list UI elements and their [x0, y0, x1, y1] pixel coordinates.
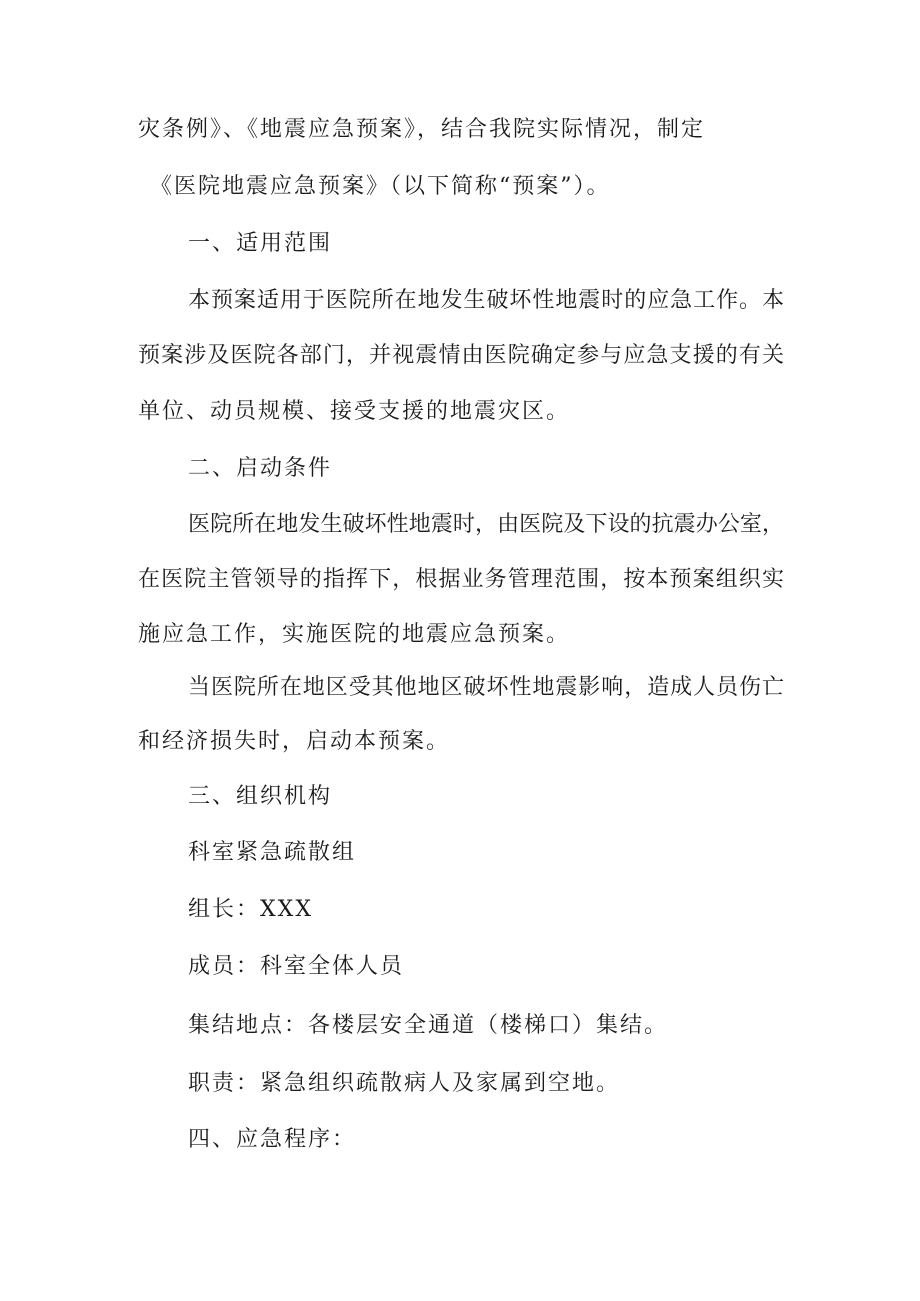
group-members: 成员：科室全体人员	[188, 954, 405, 979]
paragraph-line-9: 当医院所在地区受其他地区破坏性地震影响，造成人员伤亡	[188, 675, 784, 700]
paragraph-line-10: 和经济损失时，启动本预案。	[138, 729, 451, 754]
paragraph-line-1: 灾条例》、《地震应急预案》，结合我院实际情况，制定	[138, 117, 706, 142]
section-heading-1: 一、适用范围	[188, 231, 333, 256]
section-heading-2: 二、启动条件	[188, 456, 333, 481]
section-heading-4: 四、应急程序：	[188, 1127, 357, 1152]
group-leader: 组长：XXX	[188, 897, 313, 922]
assembly-point: 集结地点：各楼层安全通道（楼梯口）集结。	[188, 1013, 669, 1038]
paragraph-line-4: 预案涉及医院各部门，并视震情由医院确定参与应急支援的有关	[138, 343, 784, 368]
paragraph-line-5: 单位、动员规模、接受支援的地震灾区。	[138, 399, 571, 424]
section-heading-3: 三、组织机构	[188, 784, 333, 809]
paragraph-line-6: 医院所在地发生破坏性地震时，由医院及下设的抗震办公室，	[188, 512, 784, 537]
responsibility: 职责：紧急组织疏散病人及家属到空地。	[188, 1071, 621, 1096]
paragraph-line-2: 《医院地震应急预案》（以下简称“预案”）。	[150, 174, 611, 199]
paragraph-line-7: 在医院主管领导的指挥下，根据业务管理范围，按本预案组织实	[138, 567, 784, 592]
group-name: 科室紧急疏散组	[188, 840, 357, 865]
paragraph-line-3: 本预案适用于医院所在地发生破坏性地震时的应急工作。本	[188, 288, 784, 313]
paragraph-line-8: 施应急工作，实施医院的地震应急预案。	[138, 622, 571, 647]
